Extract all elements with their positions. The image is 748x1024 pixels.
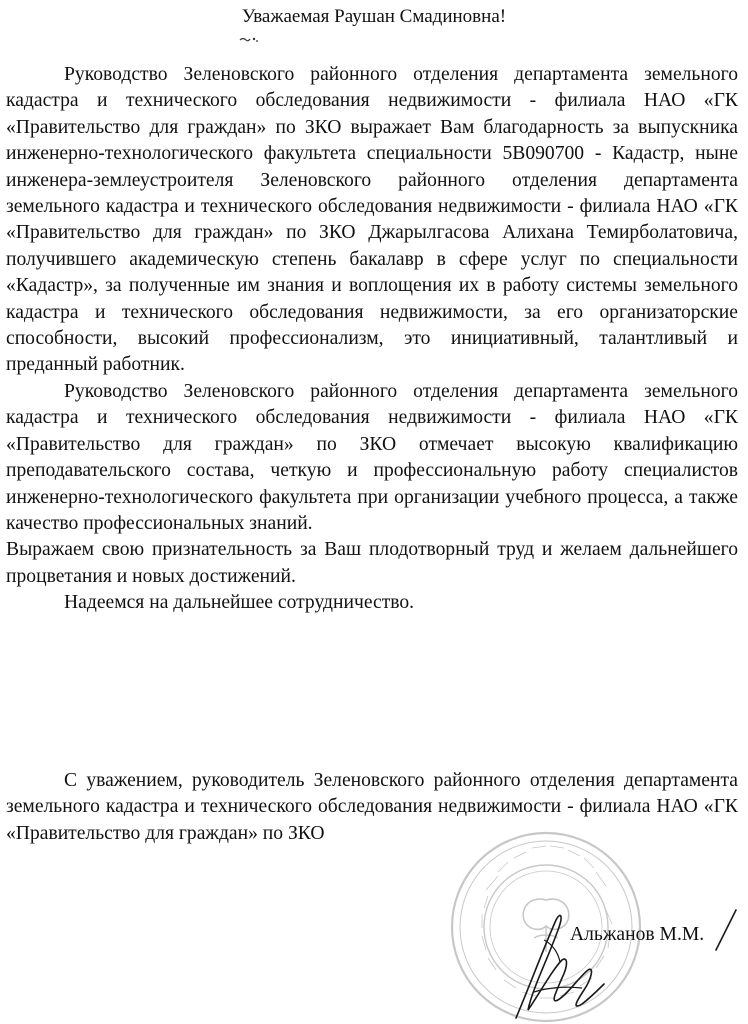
signer-name: Альжанов М.М. bbox=[570, 924, 705, 945]
salutation: Уважаемая Раушан Смадиновна! bbox=[241, 6, 507, 27]
closing-signature-line: С уважением, руководитель Зеленовского районного отделения департамента земельного кадастра и технического обследования недвижимости - филиала НАО «ГК «Правительство для граждан» по ЗКО bbox=[6, 770, 738, 844]
paragraph-gratitude-graduate: Руководство Зеленовского районного отделения департамента земельного кадастра и технического обследования недвижимости - филиала НАО «ГК «Правительство для граждан» по ЗКО выражает Вам благодарность за выпускника инженерно-технологического факультета специальности 5В090700 - Кадастр, ныне инженера-землеустроителя Зеленовского районного отделения департамента земельного кадастра и технического обследования недвижимости - филиала НАО «ГК «Правительство для граждан» по ЗКО Джарылгасова Алихана Темирболатовича, получившего академическую степень бакалавр в сфере услуг по специальности «Кадастр», за полученные им знания и воплощения их в работу системы земельного кадастра и технического обследования недвижимости, за его организаторские способности, высокий профессионализм, это инициативный, талантливый и преданный работник. bbox=[6, 64, 738, 376]
letter-body bbox=[6, 62, 738, 617]
paragraph-cooperation: Надеемся на дальнейшее сотрудничество. bbox=[64, 592, 415, 614]
paragraph-qualification: Руководство Зеленовского районного отделения департамента земельного кадастра и технического обследования недвижимости - филиала НАО «ГК «Правительство для граждан» по ЗКО отмечает высокую квалификацию преподавательского состава, четкую и профессиональную работу специалистов инженерно-технологического факультета при организации учебного процесса, а также качество профессиональных знаний. bbox=[6, 380, 738, 534]
signature-stroke bbox=[712, 906, 740, 952]
ink-smudge bbox=[238, 34, 260, 44]
handwritten-signature bbox=[498, 900, 608, 1024]
paragraph-appreciation: Выражаем свою признательность за Ваш плодотворный труд и желаем дальнейшего процветания и новых достижений. bbox=[6, 539, 738, 587]
